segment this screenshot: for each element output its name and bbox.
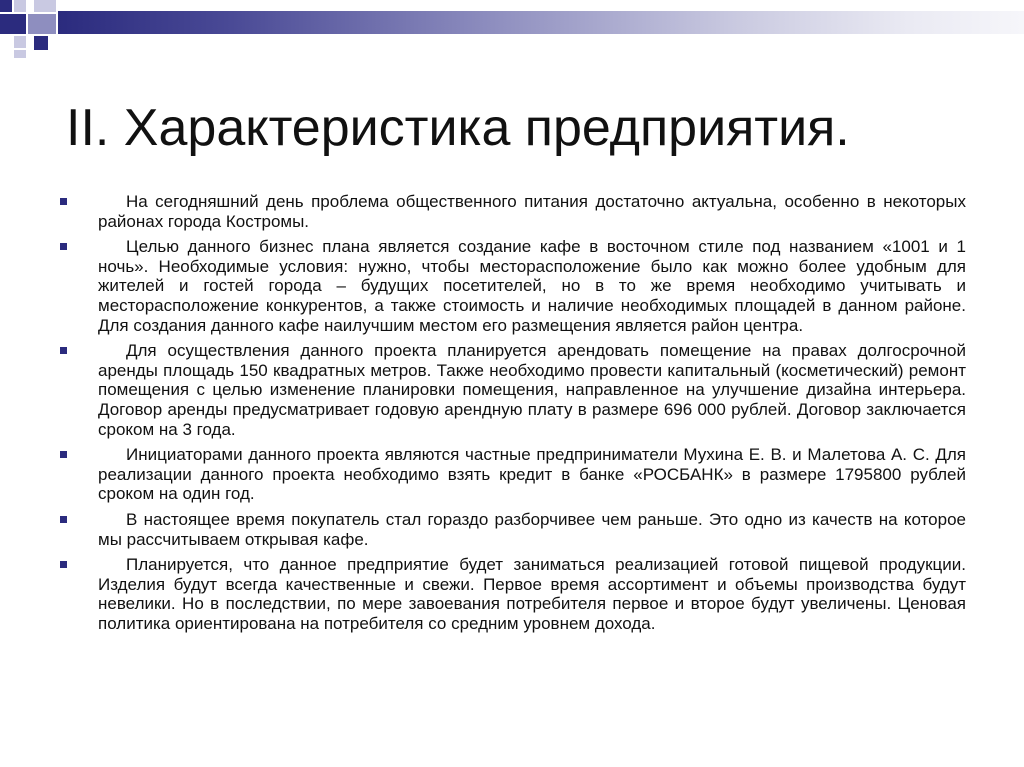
decor-square bbox=[14, 50, 26, 58]
bullet-text: В настоящее время покупатель стал гораздо разборчивее чем раньше. Это одно из качеств на которое мы рассчитываем открывая кафе. bbox=[98, 509, 966, 549]
header-gradient-bar bbox=[58, 11, 1024, 34]
slide-title: II. Характеристика предприятия. bbox=[66, 99, 850, 157]
decor-square bbox=[34, 36, 48, 50]
list-item bbox=[60, 445, 966, 504]
decor-square bbox=[28, 14, 56, 34]
bullet-text: Инициаторами данного проекта являются частные предприниматели Мухина Е. В. и Малетова А. С. Для реализации данного проекта необходимо взять кредит в банке «РОСБАНК» в размере 1795800 рублей сроком на один год. bbox=[98, 445, 966, 504]
square-bullet-icon bbox=[60, 516, 67, 523]
decor-square bbox=[14, 36, 26, 48]
list-item bbox=[60, 237, 966, 335]
square-bullet-icon bbox=[60, 451, 67, 458]
decor-square bbox=[0, 14, 26, 34]
bullet-text: Для осуществления данного проекта планируется арендовать помещение на правах долгосрочной аренды площадь 150 квадратных метров. Также необходимо провести капитальный (косметический) ремонт помещения с целью изменение планировки помещения, направленное на улучшение дизайна интерьера. Договор аренды предусматривает годовую арендную плату в размере 696 000 рублей. Договор заключается сроком на 3 года. bbox=[98, 341, 966, 439]
square-bullet-icon bbox=[60, 561, 67, 568]
list-item bbox=[60, 510, 966, 549]
decor-square bbox=[0, 0, 12, 12]
bullet-text: На сегодняшний день проблема общественного питания достаточно актуальна, особенно в некоторых районах города Костромы. bbox=[98, 192, 966, 231]
bullet-list bbox=[60, 192, 966, 639]
decor-square bbox=[14, 0, 26, 12]
bullet-text: Планируется, что данное предприятие будет заниматься реализацией готовой пищевой продукции. Изделия будут всегда качественные и свежи. Первое время ассортимент и объемы производства будут невелики. Но в последствии, по мере завоевания потребителя первое и второе будут увеличены. Ценовая политика ориентирована на потребителя со средним уровнем дохода. bbox=[98, 555, 966, 633]
list-item bbox=[60, 555, 966, 633]
square-bullet-icon bbox=[60, 198, 67, 205]
header-decoration bbox=[0, 0, 1024, 60]
square-bullet-icon bbox=[60, 243, 67, 250]
square-bullet-icon bbox=[60, 347, 67, 354]
bullet-text: Целью данного бизнес плана является создание кафе в восточном стиле под названием «1001 и 1 ночь». Необходимые условия: нужно, чтобы месторасположение было как можно более удобным для жителей и гостей города – будущих посетителей, но в то же время необходимо учитывать и месторасположение конкурентов, а также стоимость и наличие необходимых площадей в данном районе. Для создания данного кафе наилучшим местом его размещения является район центра. bbox=[98, 237, 966, 335]
list-item bbox=[60, 192, 966, 231]
decor-square bbox=[34, 0, 56, 12]
list-item bbox=[60, 341, 966, 439]
